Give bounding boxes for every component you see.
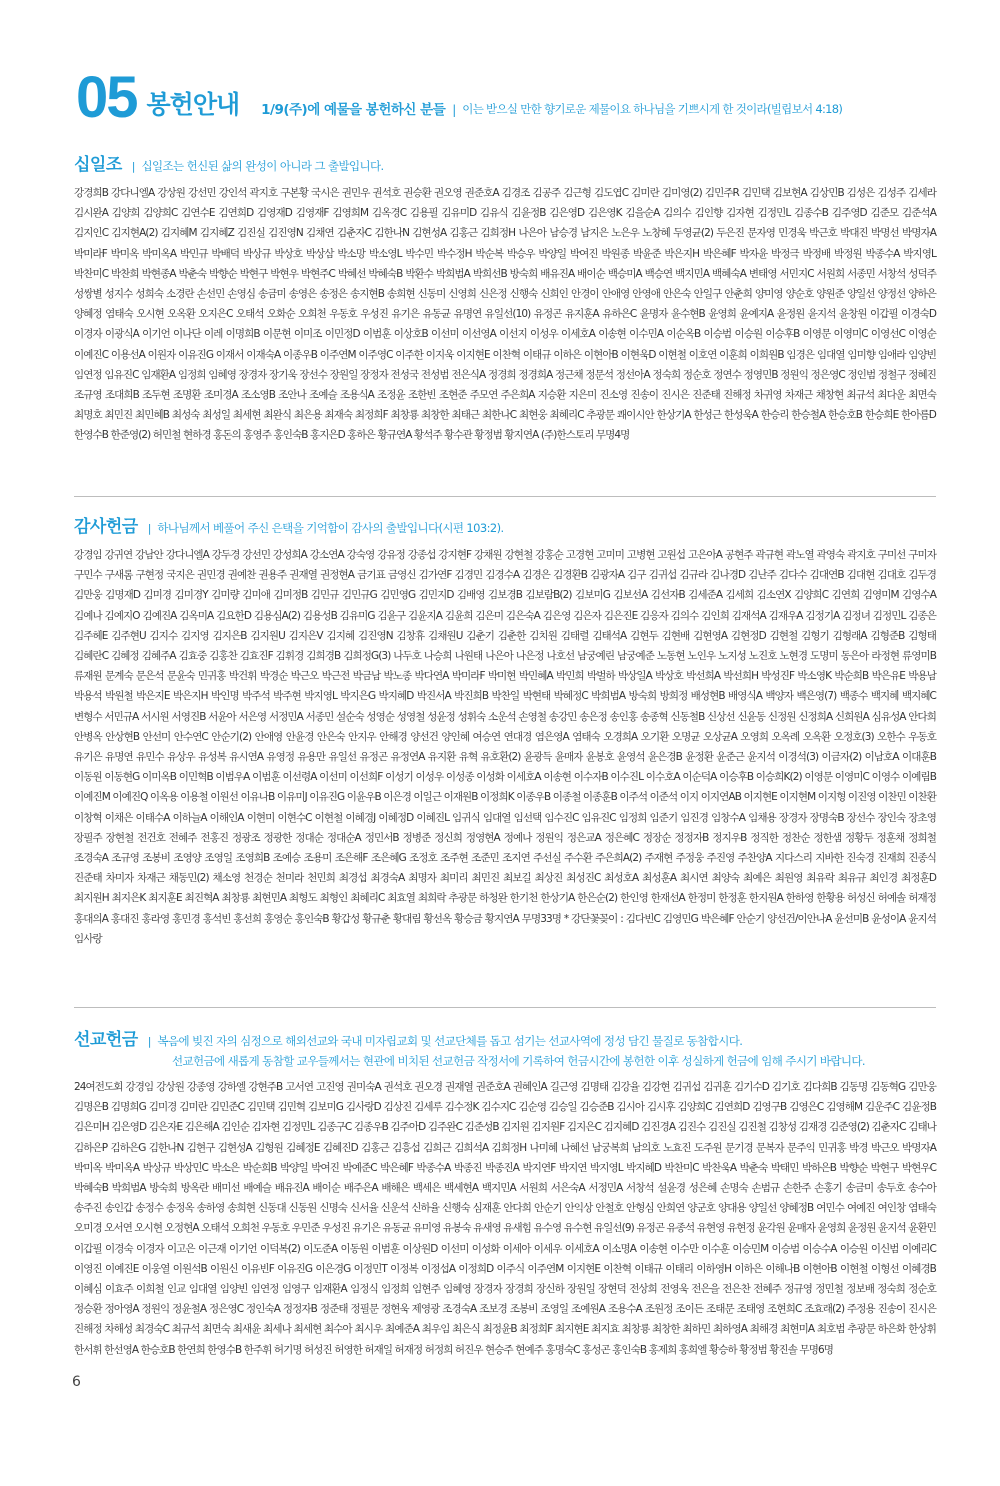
tithe-separator: | [131,160,136,173]
thanks-header [74,512,936,537]
section-divider [74,1007,936,1008]
tithe-description: 십일조는 헌신된 삶의 완성이 아니라 그 출발입니다. [141,159,384,173]
mission-description-2: 선교헌금에 새롭게 동참할 교우들께서는 현관에 비치된 선교헌금 작정서에 기록하여 헌금시간에 봉헌한 이후 성실하게 헌금에 임해 주시기 바랍니다. [172,1054,865,1068]
offering-date: 1/9(주)에 예물을 봉헌하신 분들 [261,102,446,118]
page-title: 봉헌안내 [146,90,240,119]
thanks-description: 하나님께서 베풀어 주신 은택을 기억함이 감사의 출발입니다(시편 103:2). [157,521,504,535]
tithe-title: 십일조 [74,155,122,175]
thanks-separator: | [147,522,152,535]
mission-header [74,1025,936,1050]
thanks-section [74,512,936,949]
mission-separator: | [147,1035,152,1048]
section-number: 05 [76,65,137,130]
page-header [76,65,936,130]
mission-section [74,1025,936,1360]
header-verse: 이는 받으실 만한 향기로운 제물이요 하나님을 기쁘시게 한 것이라(빌립보서 4:18) [462,102,843,116]
header-separator: | [452,103,457,117]
mission-donor-list: 24여전도회 강경임 강상원 강종영 강하엘 강현주B 고서연 고진영 권미숙A 권석호 권오경 권재열 권준호A 권혜인A 길근영 김명태 김강율 김강현 김귀섭 김귀훈 김기수D 김기호 김다희B 김동명 김동혁G 김만웅 김명은B 김명희G 김미경 김미란 김민준C 김민택 김민혁 김보미G 김사랑D 김상진 김세루 김수정K 김수지C 김순영 김승일 김승준B 김시아 김시후 김양희C 김연희D 김영구B 김영은C 김영해M 김운주C 김윤정B 김은미H 김은영D 김은자E 김은해A 김인순 김자현 김정민L 김종구C 김종우B 김주아D 김주완C 김준성B 김지원 김지원F 김지은C 김지혜D 김진경A 김진수 김진실 김진철 김창성 김재경 김준영(2) 김춘자C 김태나 김하은P 김하은G 김한나N 김현구 김현성A 김형원 김혜정E 김혜진D 김홍근 김흥섭 김희근 김희석A 김희정H 나미혜 나혜선 남궁복희 남의호 노효진 도주원 문기경 문복자 문주익 민귀홍 박경 박근오 박명자A 박미옥 박미옥A 박상규 박상민C 박소은 박순희B 박양일 박여진 박예준C 박은혜F 박종수A 박종진 박종진A 박지연F 박지연 박지영L 박지혜D 박찬미C 박찬욱A 박춘숙 박태민 박하은B 박향순 박현구 박현우C 박혜숙B 박희범A 방숙희 방옥란 배미선 배예슬 배유진A 배이순 배주은A 배해은 백세은 백세현A 백지민A 서원희 서은숙A 서정민A 서창석 설윤경 성은혜 손명숙 손범규 손한주 손홍기 송금미 송두호 송수아 송주진 송인갑 송정수 송정옥 송하영 송희현 신동대 신동원 신명숙 신서율 신운석 신하율 신행숙 심재훈 안다희 안순기 안익상 안철호 안형심 안희연 양군호 양대용 양일선 양혜정B 여민수 여예진 여인창 염태숙 오미경 오서연 오시현 오정현A 오태석 오희천 우동호 우민준 우성진 유기은 유동균 유미영 유봉숙 유새영 유새힘 유수영 유수현 유일선(9) 유정곤 유종석 유현영 유현정 윤각원 윤매자 윤영희 윤정원 윤지석 윤환민 이갑필 이경숙 이경자 이고은 이근재 이기언 이덕복(2) 이도준A 이동원 이범훈 이상원D 이선미 이성화 이세아 이세우 이세호A 이소명A 이송현 이수만 이수훈 이승민M 이승범 이승수A 이승원 이신범 이예리C 이영진 이예진E 이웅열 이원석B 이원신 이유빈F 이유진G 이은경G 이정민T 이정복 이정섭A 이정희D 이주식 이주연M 이지현E 이찬혁 이태규 이태리 이하영H 이하은 이해나B 이현아B 이현철 이형선 이혜경B 이혜심 이효주 이희철 인교 임대열 임양빈 임연정 임영구 임재환A 임정식 임정희 임현주 임혜영 장경자 장경희 장신하 장원일 장현덕 전상희 전영욱 전은을 전은찬 전혜주 정규영 정민철 정보배 정숙희 정순호 정승환 정아영A 정원익 정윤철A 정은영C 정인숙A 정정자B 정준태 정필문 정현욱 제영광 조경숙A 조보경 조봉비 조영일 조예원A 조용수A 조원정 조이든 조태문 조태영 조현희C 조효래(2) 주정용 진송이 진시은 진해정 차해성 최경숙C 최규석 최면숙 최새윤 최세나 최세현 최수아 최시우 최예준A 최우임 최은식 최정윤B 최정희F 최지현E 최지효 최창룡 최창한 최하민 최하영A 최해경 최현미A 최호범 추광문 하은화 한상휘 한서휘 한선영A 한승호B 한연희 한영수B 한주휘 허기명 허성진 허영한 허재일 허재정 허정희 허진우 현승주 현예주 홍명숙C 홍성곤 홍인숙B 홍제희 홍희엘 황승하 황정범 황진솔 무명6명 [74,1081,936,1356]
tithe-header [74,150,936,175]
thanks-title: 감사헌금 [74,517,138,537]
mission-title: 선교헌금 [74,1030,138,1050]
tithe-donor-list: 강경희B 강다니엘A 강상원 강선민 강인석 곽지호 구본황 국시은 권민우 권석호 권승환 권오영 권준호A 김경조 김공주 김근형 김도엽C 김미란 김미영(2) 김민주R 김민택 김보현A 김상민B 김성은 김성주 김세라 김시완A 김양희 김양희C 김연수E 김연희D 김영재D 김영재F 김영희M 김옥경C 김용필 김유미D 김유식 김윤정B 김은영D 김은영K 김을순A 김의수 김인향 김자현 김정민L 김종수B 김주영D 김준모 김준석A 김지인C 김지현A(2) 김지혜M 김지혜Z 김진실 김진영N 김채연 김춘자C 김한나N 김현성A 김홍근 김희정H 나은아 남승경 남지은 노은우 노창혜 두영균(2) 두은진 문자영 민경욱 박근호 박대진 박명선 박명자A 박미라F 박미옥 박미옥A 박민규 박배덕 박상규 박상호 박상삼 박소망 박소영L 박수민 박수정H 박순복 박승우 박양일 박여진 박원종 박윤준 박은지H 박은혜F 박자윤 박정극 박정배 박정원 박종수A 박지영L 박찬미C 박찬희 박현종A 박춘숙 박향순 박현구 박현우 박현주C 박혜선 박혜숙B 박환수 박희범A 박희선B 방숙희 배유진A 배이순 백승미A 백승연 백지민A 백혜숙A 변태영 서민지C 서원희 서종민 서창석 성덕주 성쌍별 성지수 성희숙 소경란 손선민 손영심 송금미 송영은 송정은 송지현B 송희현 신동미 신영희 신은정 신행숙 신희인 안경이 안애영 안영애 안은숙 안일구 안춘희 양미영 양순호 양원준 양일선 양정선 양하은 양혜정 염태숙 오시현 오옥환 오지은C 오태석 오화순 오희천 우동호 우성진 유기은 유동균 유명연 유일선(10) 유정곤 유지훈A 유하은C 윤명자 윤수현B 윤영희 윤예지A 윤정원 윤지석 윤창원 이갑필 이경숙D 이경자 이광식A 이기언 이나단 이레 이명희B 이문현 이미조 이민정D 이범훈 이상호B 이선미 이선영A 이선지 이성우 이세호A 이송현 이수민A 이순옥B 이승범 이승원 이승후B 이영문 이영미C 이영선C 이영순 이예진C 이용선A 이원자 이유진G 이재서 이재숙A 이종우B 이주연M 이주영C 이주한 이지욱 이지현E 이찬혁 이태규 이하은 이현아B 이현욱D 이현철 이호연 이훈희 이희원B 임경은 임대열 임미향 임애라 임양빈 임연정 임유진C 임재환A 임정희 임혜영 장경자 장기욱 장선수 장원일 장정자 전성국 전성범 전은식A 정경희 정경희A 정근채 정문석 정선아A 정숙희 정순호 정연수 정영민B 정원익 정은영C 정인범 정철구 정혜진 조규영 조대희B 조두현 조명환 조미경A 조소영B 조안나 조예슬 조용식A 조정윤 조한빈 조현준 주모연 주은희A 지승환 지은미 진소영 진송이 진시은 진준태 진해정 차귀영 차재근 채창현 최규석 최다운 최면숙 최명호 최민진 최민혜B 최성숙 최성일 최세현 최완식 최은용 최재숙 최정희F 최창룡 최창한 최태근 최한나C 최현웅 최혜리C 추광문 쾌이시안 한상기A 한성근 한성욱A 한승리 한승철A 한승호B 한승희E 한아름D 한영수B 한준영(2) 허민철 현하경 홍돈의 홍영주 홍인숙B 홍지은D 홍하은 황규연A 황석주 황수관 황정범 황지연A (주)한스토리 무명4명 [74,187,936,442]
page-number: 6 [72,1374,81,1390]
tithe-section [74,150,936,446]
thanks-donor-list: 강경임 강귀연 강남안 강다니엘A 강두경 강선민 강성희A 강소연A 강숙영 강유정 강종섭 강지현F 강채원 강현철 강홍순 고경현 고미미 고병현 고원섭 고은아A 공현주 곽규현 곽노열 곽영숙 곽지호 구미선 구미자 구민수 구새롬 구현정 국지은 권민경 권예찬 권용주 권재열 권정현A 금기표 금영신 김가연F 김경민 김경수A 김경은 김경환B 김광자A 김구 김귀섭 김규라 김나경D 김난주 김다수 김대연B 김대현 김대호 김두경 김만웅 김명재D 김미경 김미경Y 김미량 김미애 김미정B 김민규 김민규G 김민영G 김민지D 김배영 김보경B 김보람B(2) 김보미G 김보선A 김선자B 김세준A 김세희 김소연X 김양희C 김연희 김영미M 김영수A 김예나 김예지O 김예진A 김옥미A 김요한D 김용심A(2) 김용성B 김유미G 김윤구 김윤지A 김윤희 김은미 김은숙A 김은영 김은자 김은진E 김응자 김의수 김인희 김재석A 김재우A 김정기A 김정녀 김정민L 김종은 김주헤E 김주현U 김지수 김지영 김지은B 김지원U 김지은V 김지혜 김진영N 김창휴 김채원U 김춘기 김춘한 김치원 김태렬 김태석A 김현두 김현배 김현영A 김현정D 김현철 김형기 김형래A 김형준B 김형태 김혜란C 김혜정 김혜주A 김효중 김홍찬 김효진F 김휘경 김희경B 김희정G(3) 나두호 나승희 나원태 나은아 나은정 나호선 남궁예린 남궁예준 노동현 노인우 노지성 노진호 노현경 도명미 동은아 라정현 류영미B 류재원 문계숙 문은석 문윤숙 민귀홍 박건휘 박경순 박근오 박근전 박금남 박노종 박다연A 박미라F 박미현 박민혜A 박민희 박벌하 박상일A 박상호 박선희A 박선희H 박성진F 박소영K 박순희B 박은유E 박용남 박용석 박원철 박은지E 박은지H 박인명 박주석 박주현 박지영L 박지은G 박지혜D 박진서A 박진희B 박찬일 박현태 박혜정C 박희범A 방숙희 방희정 배성현B 배영식A 백양자 백은영(7) 백종수 백지혜 백지혜C 변형수 서민규A 서시원 서영진B 서윤아 서은영 서정민A 서종민 설순숙 성영순 성영철 성윤정 성휘숙 소운석 손영철 송강민 송은정 송인홍 송종혁 신동철B 신상선 신윤동 신정원 신정희A 신희원A 심유성A 안다희 안병옥 안상현B 안선미 안수연C 안순기(2) 안애영 안윤경 안은숙 안지우 안해경 양선건 양인혜 여승연 연대경 염은영A 염태숙 오경희A 오기환 오명균 오상균A 오영희 오옥례 오옥환 오정호(3) 오한수 우동호 유기은 유명연 유민수 유상우 유성복 유시연A 유영정 유용만 유일선 유정곤 유정연A 유지환 유혁 유호환(2) 윤광득 윤매자 윤봉호 윤영석 윤은경B 윤정환 윤준근 윤지석 이경석(3) 이금자(2) 이남호A 이대훈B 이동원 이동현G 이미옥B 이민혁B 이범우A 이범훈 이선령A 이선미 이선희F 이성기 이성우 이성종 이성화 이세호A 이송현 이수자B 이수진L 이수호A 이순덕A 이승후B 이승희K(2) 이영문 이영미C 이영수 이예림B 이예진M 이예진Q 이옥용 이용철 이원선 이유나B 이유미J 이유진G 이윤우B 이은경 이일근 이재원B 이정희K 이종우B 이종철 이종훈B 이주석 이준석 이지 이지연AB 이지현E 이지현M 이지형 이진영 이찬민 이찬환 이창혁 이채은 이태수A 이하늘A 이해인A 이현미 이현수C 이현철 이혜경J 이혜정D 이혜진L 임귀식 임대열 임선택 임수진C 임유진C 임정희 임준기 임진경 임창수A 임채용 장경자 장명숙B 장선수 장인숙 장초영 장필주 장현철 전건호 전혜주 전홍진 정광조 정광한 정대순 정대순A 정민서B 정병준 정신희 정영현A 정예나 정원익 정은교A 정은혜C 정장순 정정자B 정지우B 정직한 정찬순 정한샘 정황두 정훈채 정희철 조경숙A 조규영 조봉비 조영양 조영일 조영희B 조예승 조용미 조은해F 조은혜G 조정호 조주현 조준민 조지연 주선실 주수환 주은희A(2) 주재현 주정웅 주진영 주찬양A 지다스리 지바한 진숙경 진재희 진종식 진준태 차미자 차재근 채동민(2) 채소영 천경순 천미라 천민희 최경섭 최경숙A 최명자 최미리 최민진 최보길 최상진 최성진C 최성호A 최성훈A 최시연 최양숙 최예은 최원영 최유락 최유규 최인경 최정훈D 최지원H 최지은K 최지훈E 최진혁A 최창룡 최현민A 최형도 최형인 최혜리C 최효열 최희락 추광문 하청완 한기천 한상기A 한은순(2) 한인영 한재선A 한정미 한정훈 한지원A 한하영 한황용 허성신 허예솔 허재정 홍대의A 홍대진 홍라영 홍민경 홍석빈 홍선희 홍영순 홍인숙B 황갑성 황규춘 황대림 황선옥 황승금 황지연A 무명33명 * 강단꽃꽂이 : 김다빈C 김영민G 박은혜F 안순기 양선건/이안나A 윤선미B 윤성이A 윤지석 임사랑 [74,549,936,945]
mission-description: 복음에 빚진 자의 심정으로 해외선교와 국내 미자립교회 및 선교단체를 돕고 섬기는 선교사역에 정성 담긴 물질로 동참합시다. [157,1034,743,1048]
section-divider [74,496,936,497]
